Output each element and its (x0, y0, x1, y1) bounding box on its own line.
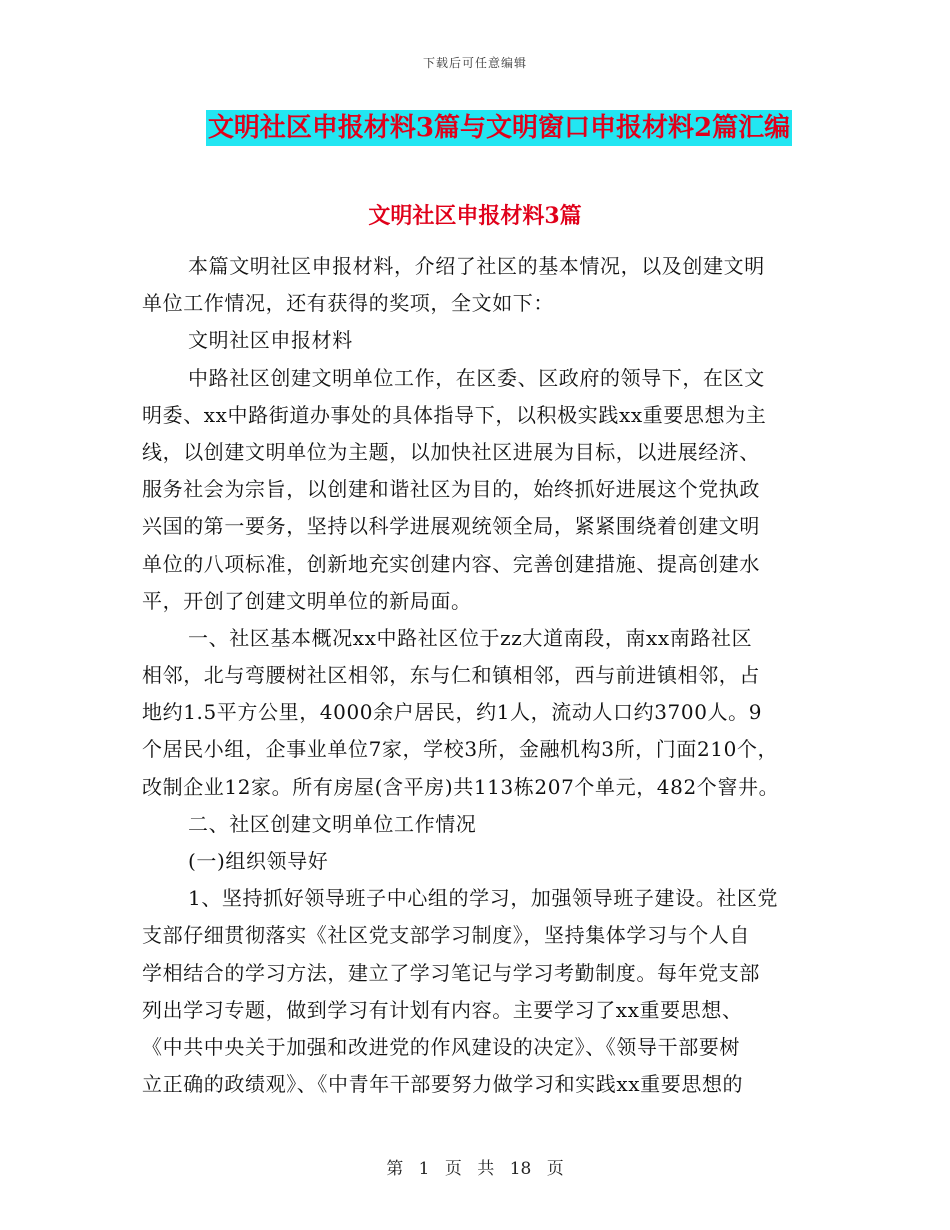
footer-suffix: 页 (546, 1159, 564, 1179)
paragraph-line: 立正确的政绩观》、《中青年干部要努力做学习和实践xx重要思想的 (142, 1072, 744, 1097)
section-title: 文明社区申报材料3篇 (368, 203, 582, 229)
paragraph-line: 1、坚持抓好领导班子中心组的学习，加强领导班子建设。社区党 (188, 886, 779, 911)
paragraph-line: 改制企业12家。所有房屋(含平房)共113栋207个单元，482个窨井。 (142, 774, 780, 799)
paragraph-line: 一、社区基本概况xx中路社区位于zz大道南段，南xx南路社区 (188, 625, 753, 650)
paragraph-line: 服务社会为宗旨，以创建和谐社区为目的，始终抓好进展这个党执政 (142, 477, 760, 502)
paragraph-line: 个居民小组，企事业单位7家，学校3所，金融机构3所，门面210个， (142, 737, 779, 762)
paragraph-line: 地约1.5平方公里，4000余户居民，约1人，流动人口约3700人。9 (142, 700, 763, 725)
page-footer (0, 1154, 950, 1179)
main-title: 文明社区申报材料3篇与文明窗口申报材料2篇汇编 (206, 110, 792, 146)
paragraph-line: 文明社区申报材料 (188, 328, 353, 353)
paragraph-line: 线，以创建文明单位为主题，以加快社区进展为目标，以进展经济、 (142, 439, 760, 464)
paragraph-line: 二、社区创建文明单位工作情况 (188, 811, 477, 836)
paragraph-line: 单位工作情况，还有获得的奖项，全文如下： (142, 291, 554, 316)
paragraph-line: 学相结合的学习方法，建立了学习笔记与学习考勤制度。每年党支部 (142, 960, 760, 985)
paragraph-line: 本篇文明社区申报材料，介绍了社区的基本情况，以及创建文明 (188, 254, 765, 278)
footer-page-number: 1 (418, 1159, 430, 1179)
paragraph-line: 中路社区创建文明单位工作，在区委、区政府的领导下，在区文 (188, 365, 765, 390)
main-title-wrap (0, 110, 950, 146)
paragraph-line: 明委、xx中路街道办事处的具体指导下，以积极实践xx重要思想为主 (142, 402, 767, 427)
paragraph-line: 平，开创了创建文明单位的新局面。 (142, 588, 472, 613)
paragraph-line: 《中共中央关于加强和改进党的作风建设的决定》、《领导干部要树 (142, 1034, 740, 1059)
paragraph-line: 兴国的第一要务，坚持以科学进展观统领全局，紧紧围绕着创建文明 (142, 514, 760, 539)
paragraph-line: 单位的八项标准，创新地充实创建内容、完善创建措施、提高创建水 (142, 551, 760, 576)
footer-prefix: 第 (386, 1159, 404, 1179)
footer-page-word: 页 (444, 1159, 462, 1179)
footer-total-word: 共 (477, 1159, 495, 1179)
header-note: 下载后可任意编辑 (422, 56, 527, 70)
paragraph-line: 支部仔细贯彻落实《社区党支部学习制度》，坚持集体学习与个人自 (142, 923, 750, 948)
body-text (142, 248, 812, 1103)
paragraph-line: 相邻，北与弯腰树社区相邻，东与仁和镇相邻，西与前进镇相邻，占 (142, 663, 760, 688)
paragraph-line: 列出学习专题，做到学习有计划有内容。主要学习了xx重要思想、 (142, 997, 743, 1022)
footer-total-pages: 18 (509, 1159, 532, 1179)
paragraph-line: (一)组织领导好 (188, 849, 329, 873)
